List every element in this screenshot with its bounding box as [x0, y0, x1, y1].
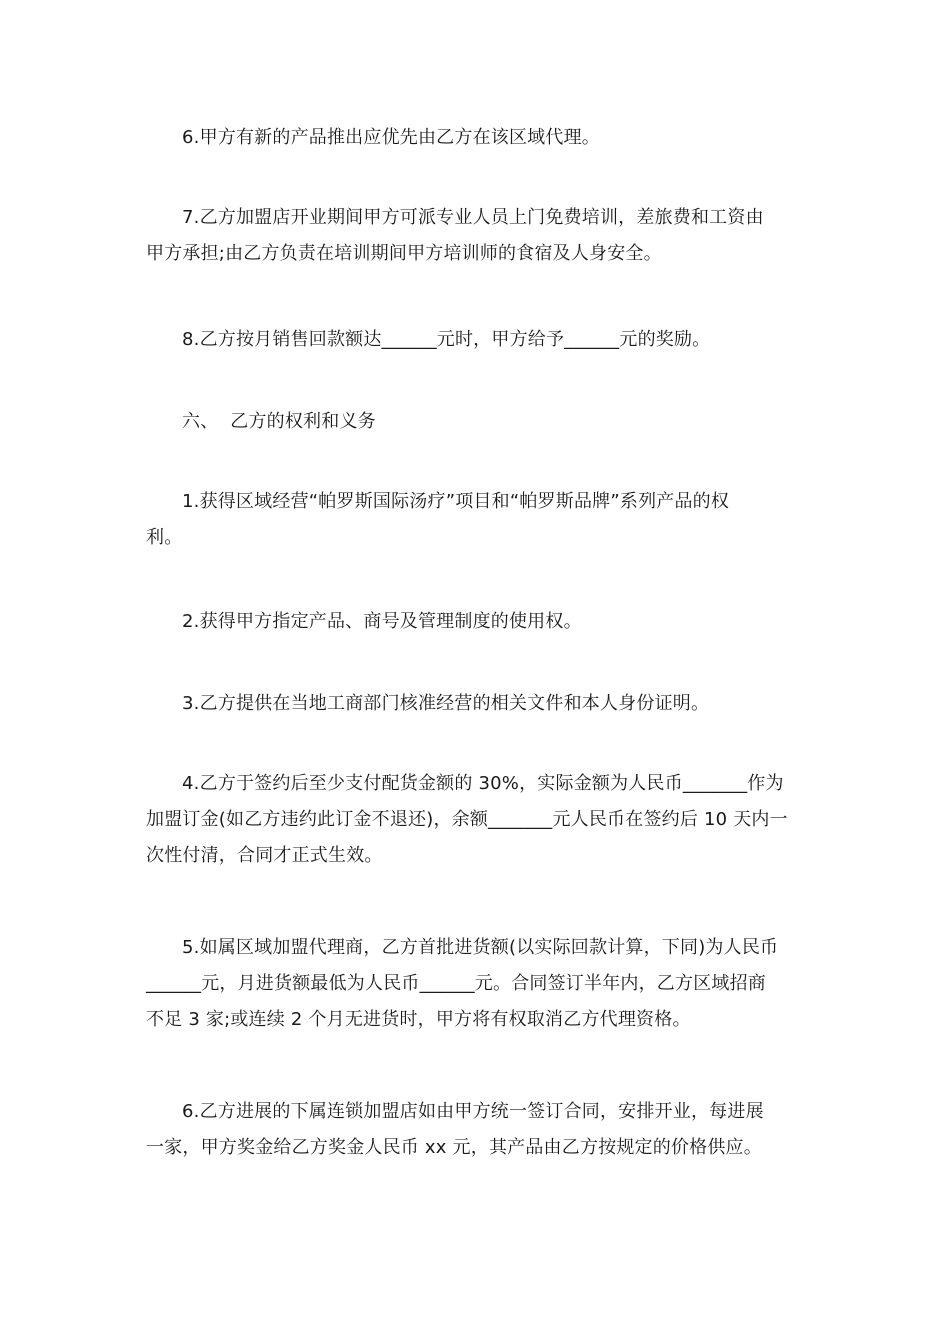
clause-a7 [146, 200, 811, 272]
paragraph-line: 8.乙方按月销售回款额达______元时，甲方给予______元的奖励。 [182, 329, 711, 350]
clause-b5 [146, 930, 811, 1038]
clause-b6 [146, 1094, 811, 1166]
paragraph-line: 加盟订金(如乙方违约此订金不退还)，余额_______元人民币在签约后 10 天内一 [146, 809, 788, 830]
paragraph-line: ______元，月进货额最低为人民币______元。合同签订半年内，乙方区域招商 [146, 973, 766, 994]
paragraph-line: 4.乙方于签约后至少支付配货金额的 30%，实际金额为人民币_______作为 [182, 773, 784, 794]
clause-a6 [146, 120, 811, 156]
clause-b3 [146, 686, 811, 722]
paragraph-line: 2.获得甲方指定产品、商号及管理制度的使用权。 [182, 611, 582, 632]
section-title: 六、 乙方的权利和义务 [182, 411, 376, 432]
paragraph-line: 6.甲方有新的产品推出应优先由乙方在该区域代理。 [182, 127, 600, 148]
paragraph-line: 7.乙方加盟店开业期间甲方可派专业人员上门免费培训，差旅费和工资由 [182, 207, 764, 228]
paragraph-line: 次性付清，合同才正式生效。 [146, 845, 383, 866]
clause-b4 [146, 766, 811, 874]
paragraph-line: 一家，甲方奖金给乙方奖金人民币 xx 元，其产品由乙方按规定的价格供应。 [146, 1137, 762, 1158]
paragraph-line: 不足 3 家;或连续 2 个月无进货时，甲方将有权取消乙方代理资格。 [146, 1009, 691, 1030]
clause-a8 [146, 322, 811, 358]
paragraph-line: 5.如属区域加盟代理商，乙方首批进货额(以实际回款计算，下同)为人民币 [182, 937, 779, 958]
clause-b2 [146, 604, 811, 640]
clause-b1 [146, 484, 811, 556]
section-heading [146, 404, 811, 440]
paragraph-line: 利。 [146, 527, 183, 548]
paragraph-line: 6.乙方进展的下属连锁加盟店如由甲方统一签订合同，安排开业，每进展 [182, 1101, 764, 1122]
paragraph-line: 1.获得区域经营“帕罗斯国际汤疗”项目和“帕罗斯品牌”系列产品的权 [182, 491, 730, 512]
paragraph-line: 甲方承担;由乙方负责在培训期间甲方培训师的食宿及人身安全。 [146, 243, 662, 264]
paragraph-line: 3.乙方提供在当地工商部门核准经营的相关文件和本人身份证明。 [182, 693, 710, 714]
